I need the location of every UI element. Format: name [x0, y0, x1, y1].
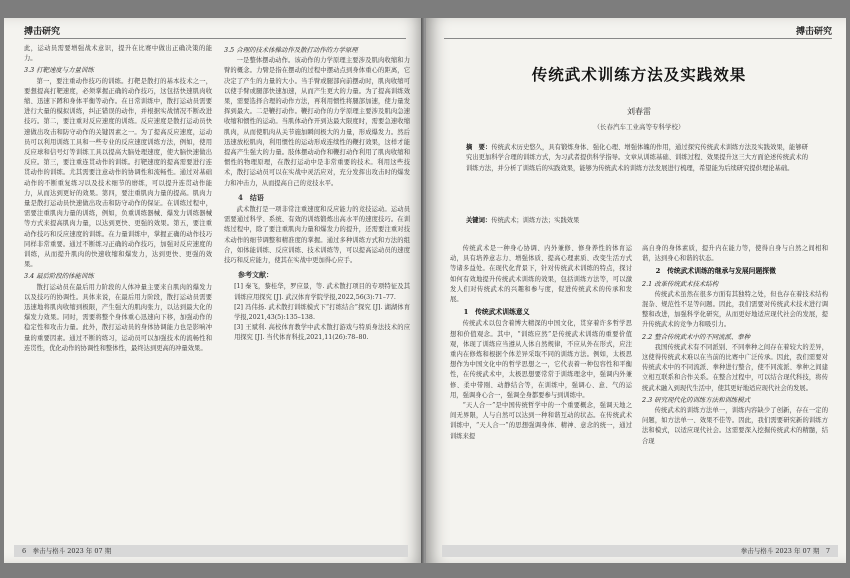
paragraph: 我国传统武术有不同派别、不同拳种之间存在着较大的差异，这使得传统武术难以在当前的比赛中广泛传承。因此，我们需要对传统武术中的不同流派、拳种进行整合，使不同流派、拳种之间建立相互联系和合作关系。在整合过程中，可以结合现代科技，将传统武术融入到现代生活中，使其更好地适应现代社会的发展。: [642, 343, 828, 392]
left-column-1: [24, 44, 212, 354]
paragraph: 第一，要注重动作技巧的训练。打靶是散打的基本技术之一，要想提高打靶速度，必须掌握正确的动作技巧，这包括快速肌肉收缩、迅速下蹲和身体平衡等动作。在日常训练中，散打运动员需要进行大量的模拟训练，纠正错误的动作，并根据实战情况不断改进技巧。第二，要注重对反应速度的训练。反应速度是散打运动员快速做出攻击和防守动作的关键因素之一。为了提高反应速度，运动员可以利用训练工具和一些专业的反应速度训练方法，例如，使用反应球和信号灯等训练工具以提高大脑处理速度，使大脑快速做出反应。第三，要注重连贯动作的训练。打靶速度的提高需要进行连贯动作的训练。尤其需要注意动作的协调性和流畅性。通过对基础动作的不断重复练习以及技术细节的磨练，可以提升连贯动作能力，从而达到更好的效果。第四，要注重肌肉力量的提高。肌肉力量是散打运动员快速做出攻击和防守动作的保证。在训练过程中，需要注重肌肉力量的训练，例如，负重训练器械、爆发力训练器械等方式来提高肌肉力量，以达到更快、更强的效果。第五，要注重动作技巧和反应速度的训练。在力量训练中，掌握正确的动作技巧同样非常重要。通过不断练习正确的动作技巧，加强对反应速度的训练，从而提升肌肉的快速收缩和爆发力，达到更快、更强的效果。: [24, 77, 212, 269]
right-column-2: [642, 244, 828, 447]
reference-item: [1] 秦飞，黎桂华，罗应景，等. 武术散打项目的专项特征及其训练应用探究 [J]. 武汉体育学院学报,2022,56(3):71–77.: [234, 283, 410, 301]
right-page-footer: 拳击与格斗 2023 年 07 期 7: [442, 545, 838, 557]
left-page-header: 搏击研究: [24, 27, 61, 37]
paragraph: 传统武术虽然在很多方面有其独特之处，但也存在着技术结构混杂、规范性不足等问题。因此，我们需要对传统武术技术进行调整和改进，加强科学化研究，从而更好地适应现代社会的发展，提升传统武术的竞争力和吸引力。: [642, 290, 828, 329]
paragraph: 散打运动员在最后用力阶段的人体冲量主要来自肌肉的爆发力以及技巧的协调性。具体来说，在最后用力阶段，散打运动员需要迅速地将肌肉收缩到极限，产生强大的肌肉张力，以达到最大化的爆发力效果。同时，需要将整个身体重心迅速向下移，加强动作的稳定性和攻击力量。此外，散打运动员的身体协调能力也是影响冲量的重要因素。通过不断的练习，运动员可以加强技术的流畅性和连贯性，优化动作的协调性和整体性，最终达到更高的冲量效果。: [24, 283, 212, 352]
right-header-rule: [444, 38, 832, 39]
section-heading-3-5: 3.5 合理的技术体操动作及散打动作的力学原理: [224, 46, 358, 54]
left-page-footer: 6 拳击与格斗 2023 年 07 期: [14, 545, 408, 557]
abstract-label: 摘 要：: [466, 144, 492, 151]
keywords-label: 关键词：: [466, 217, 492, 224]
section-heading-2-2: 2.2 整合传统武术中的不同流派、拳种: [642, 332, 751, 341]
intro-paragraph: 此，运动员需要增强战术意识，提升在比赛中做出正确决策的能力。: [24, 45, 212, 63]
paragraph: 高自身的身体素质，提升内在能力等，使得自身与自然之间相和谐，达到身心和谐的状态。: [642, 245, 828, 263]
section-heading-2-3: 2.3 研究现代化的训练方法和训练模式: [642, 395, 751, 404]
keywords-text: 传统武术；训练方法；实践效果: [491, 217, 580, 224]
abstract: [466, 143, 808, 174]
right-column-1: [450, 244, 632, 442]
abstract-text: 传统武术历史悠久，具有锻炼身体、强化心理、增强体魄的作用，通过探究传统武术训练方法及实践效果，能够研究出更加科学合理的训练方式，为习武者提供科学指导。文章从训练基础、训练过程、效果提升这三大方面论述传统武术的训练方法，并分析了训练后的实践效果，能够为传统武术的训练方法发展进行梳理，希望能为后续研究提供理论基础。: [466, 144, 809, 172]
paragraph: 传统武术以包含着博大精深的中国文化，贯穿着许多哲学思想和价值观念。其中，“训练应然”是传统武术训练的重要价值观，体现了训练应当遵从人体自然规律，不应从外在形式，应注重内在修炼和根据个体差异采取不同的训练方法。例如，太极思想作为中国文化中的哲学思想之一，它代表着一种包容性和平衡性，在传统武术中，太极思想要常常于训练理念中，强调内外兼修、柔中带刚、动静结合等，在训练中，强调心、意、气的运用，强调身心合一，强调全身都要参与到训练中。: [450, 320, 632, 399]
section-heading-1: 1 传统武术训练意义: [463, 308, 530, 317]
article-title: 传统武术训练方法及实践效果: [531, 66, 747, 84]
left-column-2: [224, 44, 410, 344]
author-affiliation: （长春汽车工业高等专科学校）: [593, 123, 685, 131]
article-author: 刘春雷: [627, 107, 651, 116]
keywords: [466, 215, 808, 224]
section-heading-3-4: 3.4 最后阶段的体能训练: [24, 272, 94, 281]
paragraph: 一是整体摆动动作。该动作的力学原理主要涉及肌肉收缩和力臂的概念。力臂是指在摆动的过程中摆动点到身体重心的距离，它决定了产生的力量的大小。当手臂或腿部向前摆动时，肌肉收缩可以使手臂或腿部快速加速，从而产生更大的力量。为了提高训练效果，需要选择合理的动作方法，再利用惯性将腿部加速，使力量发挥到最大。二是鞭打动作。鞭打动作的力学原理主要涉及肌肉急速收缩和惯性的运动。当肌体动作开到达最大限度时，需要急速收缩肌肉，从而使肌肉从关节施加瞬间极大的力量，形成爆发力。然后迅速放松肌肉，利用惯性的运动形成连续性的鞭打效果，这样才能提高产生强大的力量。肢体摆动动作和鞭打动作利用了肌肉收缩和惯性的物理原理，在散打运动中是非常重要的技术。利用这些技术，散打运动员可以在实战中灵活应对，充分发挥出攻击时的爆发力和冲击力，从而提高自己的竞技水平。: [224, 57, 410, 187]
right-page: [426, 18, 846, 563]
left-header-rule: [24, 38, 406, 39]
paragraph: 武术散打是一项非常注重速度和反应能力的竞技运动。运动员需要通过科学、系统、有效的训练锻炼出高水平的速度技巧。在训练过程中，除了要注重肌肉力量和爆发力的提升，还需要注重对技术动作的细节调整和精准度的掌握。通过多种训练方式和方法的组合，如体能训练、反应训练、技术训练等，可以提高运动员的速度技巧和反应能力，使其在实战中更加得心应手。: [224, 206, 410, 265]
paragraph: 传统武术的训练方法单一，训练内容缺少了创新，存在一定的问题，如方法单一、效果不佳等。因此，我们需要研究新的训练方法和模式，以适应现代社会。这需要深入挖掘传统武术的精髓，结合现: [642, 407, 828, 445]
reference-item: [3] 王斌利. 高校体育教学中武术散打游戏与特质身法技术的应用探究 [J]. 当代体育科技,2021,11(26):78–80.: [234, 324, 410, 342]
section-heading-2: 2 传统武术训练的继承与发展问题探微: [655, 267, 776, 276]
section-heading-3-3: 3.3 打靶速度与力量训练: [24, 66, 94, 75]
paragraph: 传统武术是一种身心协调、内外兼修、修身养性的体育运动，具有培养意志力、增强体质、提高心理素质、改变生活方式等诸多益处。在现代化背景下，针对传统武术训练的特点，探讨如何有效地提升传统武术训练的效果，包括训练方法等，可以激发人们对传统武术的兴趣和参与度，促进传统武术的传承和发展。: [450, 245, 632, 304]
right-page-header: 搏击研究: [795, 27, 832, 37]
references-heading: 参考文献：: [238, 270, 273, 280]
reference-item: [2] 冯伟扬. 武术散打训练模式下“打练结合”探究 [J]. 湖湖体育学报,2021,43(5):135–138.: [234, 303, 410, 322]
section-heading-2-1: 2.1 改革传统武术技术结构: [642, 279, 719, 288]
left-page: [4, 18, 424, 563]
section-heading-conclusion: 4 结语: [238, 192, 264, 202]
paragraph: “天人合一”是中国传统哲学中的一个重要概念，强调天地之间无界限，人与自然可以达到一种和谐互动的状态。在传统武术训练中，“天人合一”的思想强调身体、精神、意念的统一，通过训练来提: [450, 402, 632, 440]
